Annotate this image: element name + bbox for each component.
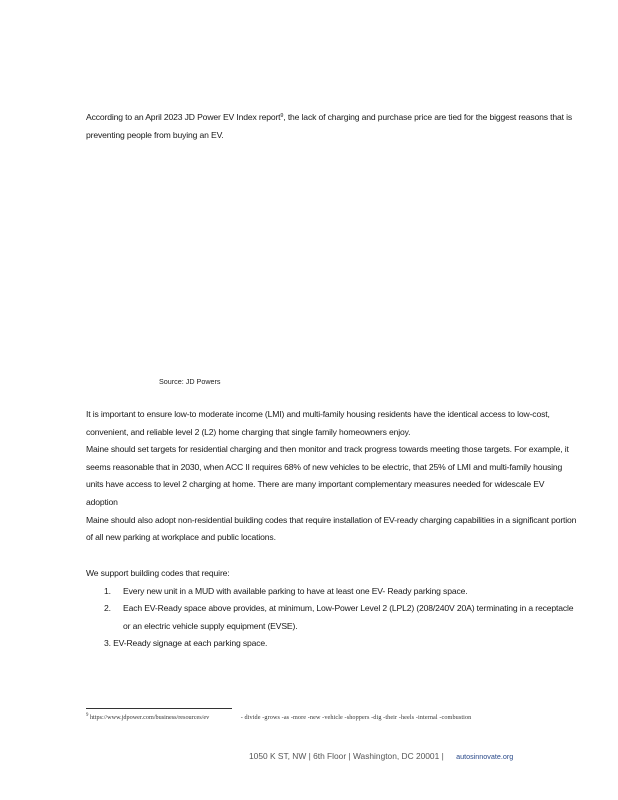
- paragraph-lmi-access: It is important to ensure low-to moderate income (LMI) and multi-family housing residents have the identical access to low-cost, convenient, and reliable level 2 (L2) home charging that single family homeowners enjoy.: [86, 409, 550, 437]
- list-item: [86, 600, 578, 635]
- list-item-text: 3. EV-Ready signage at each parking space.: [104, 638, 268, 649]
- list-item-text: Every new unit in a MUD with available parking to have at least one EV- Ready parking space.: [123, 585, 468, 596]
- footnote-divider: [86, 708, 232, 709]
- footer-website-link[interactable]: autosinnovate.org: [456, 752, 514, 761]
- page-footer: [249, 751, 513, 761]
- codes-list: [86, 583, 578, 653]
- footnote: [86, 713, 556, 721]
- list-item: [86, 635, 578, 653]
- list-item-text: Each EV-Ready space above provides, at minimum, Low-Power Level 2 (LPL2) (208/240V 20A) terminating in a receptacle or an electric vehicle supply equipment (EVSE).: [123, 603, 574, 631]
- footnote-url-link[interactable]: https://www.jdpower.com/business/resources/ev: [89, 714, 210, 721]
- intro-text-continued: , the lack of charging and purchase price are tied for the biggest reasons that is preventing people from buying an EV.: [86, 112, 573, 140]
- list-item: [86, 583, 578, 601]
- paragraph-non-residential-codes: Maine should also adopt non-residential building codes that require installation of EV-ready charging capabilities in a significant portion of all new parking at workplace and public locations.: [86, 514, 577, 543]
- figure-source-caption: Source: JD Powers: [159, 377, 221, 386]
- footnote-number: 9: [86, 713, 89, 718]
- footnote-url-continuation: - divide -grows -as -more -new -vehicle -shoppers -dig -their -heels -internal -combustion: [240, 714, 472, 721]
- paragraph-residential-targets: Maine should set targets for residential charging and then monitor and track progress towards meeting those targets. For example, it seems reasonable that in 2030, when ACC II requires 68% of new vehicles to be electric, that 25% of LMI and multi-family housing units have access to level 2 charging at home. There are many important complementary measures needed for widescale EV adoption: [86, 444, 569, 507]
- body-section: [86, 406, 578, 547]
- footnote-reference[interactable]: 9: [280, 113, 284, 119]
- list-item-number: 1.: [104, 585, 111, 596]
- footer-address: 1050 K ST, NW | 6th Floor | Washington, DC 20001 |: [249, 751, 444, 761]
- intro-paragraph: [86, 108, 586, 144]
- codes-lead: We support building codes that require:: [86, 568, 230, 578]
- intro-text: According to an April 2023 JD Power EV Index report: [86, 112, 281, 122]
- list-item-number: 2.: [104, 603, 111, 614]
- building-codes-section: [86, 565, 578, 653]
